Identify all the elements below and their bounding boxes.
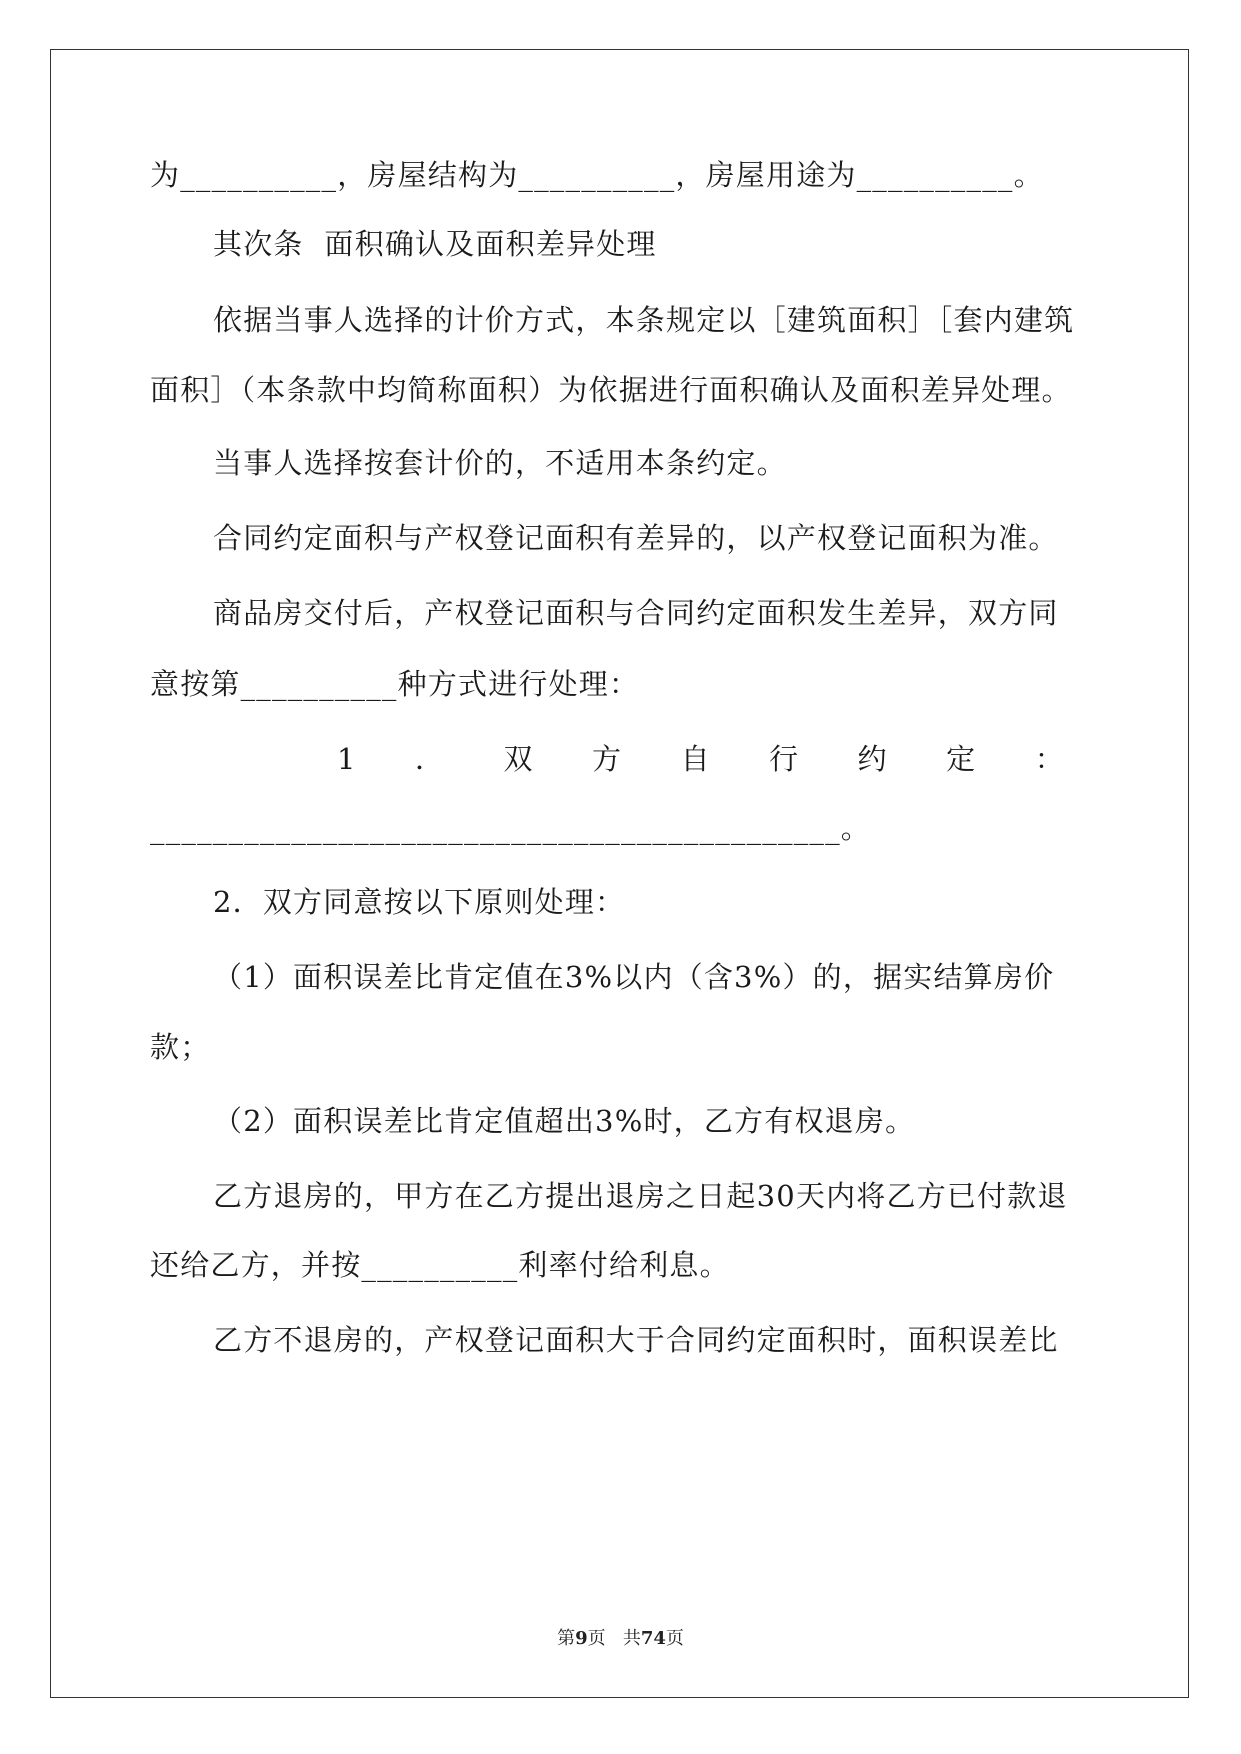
justified-char: 自 [680, 742, 711, 776]
text-line: 面积］（本条款中均简称面积）为依据进行面积确认及面积差异处理。 [150, 373, 1072, 407]
text-line: 依据当事人选择的计价方式，本条规定以［建筑面积］［套内建筑 [213, 303, 1075, 337]
text-line: 合同约定面积与产权登记面积有差异的，以产权登记面积为准。 [213, 521, 1059, 555]
page-number: 9 [575, 1628, 588, 1649]
section-heading: 其次条 面积确认及面积差异处理 [213, 227, 657, 261]
blank-line: ____________________________________________。 [150, 811, 871, 845]
text-line: 乙方不退房的，产权登记面积大于合同约定面积时，面积误差比 [213, 1323, 1059, 1357]
justified-char: 定 [946, 742, 977, 776]
justified-char: 1 [337, 742, 357, 776]
justified-line [337, 739, 1065, 779]
justified-char: ： [1034, 742, 1065, 776]
justified-char: 方 [592, 742, 623, 776]
text-line: 2．双方同意按以下原则处理： [213, 885, 626, 919]
total-label-suffix: 页 [665, 1628, 684, 1649]
page-label-prefix: 第 [557, 1628, 576, 1649]
text-line: 商品房交付后，产权登记面积与合同约定面积发生差异，双方同 [213, 596, 1059, 630]
text-line: 款； [150, 1030, 211, 1064]
text-line: 为__________，房屋结构为__________，房屋用途为__________。 [150, 158, 1044, 192]
justified-char: 行 [769, 742, 800, 776]
text-line: 乙方退房的，甲方在乙方提出退房之日起30天内将乙方已付款退 [213, 1179, 1068, 1213]
justified-char: ． [414, 742, 446, 776]
text-line: （1）面积误差比肯定值在3%以内（含3%）的，据实结算房价 [213, 960, 1055, 994]
total-label-prefix: 共 [622, 1628, 641, 1649]
page-label-suffix: 页 [587, 1628, 606, 1649]
text-line: 意按第__________种方式进行处理： [150, 667, 640, 701]
page-border [50, 49, 1189, 1698]
page-footer [0, 1624, 1241, 1650]
justified-char: 双 [503, 742, 534, 776]
justified-char: 约 [857, 742, 888, 776]
text-line: （2）面积误差比肯定值超出3%时，乙方有权退房。 [213, 1104, 916, 1138]
total-pages: 74 [640, 1628, 666, 1649]
text-line: 还给乙方，并按__________利率付给利息。 [150, 1248, 730, 1282]
text-line: 当事人选择按套计价的，不适用本条约定。 [213, 446, 787, 480]
